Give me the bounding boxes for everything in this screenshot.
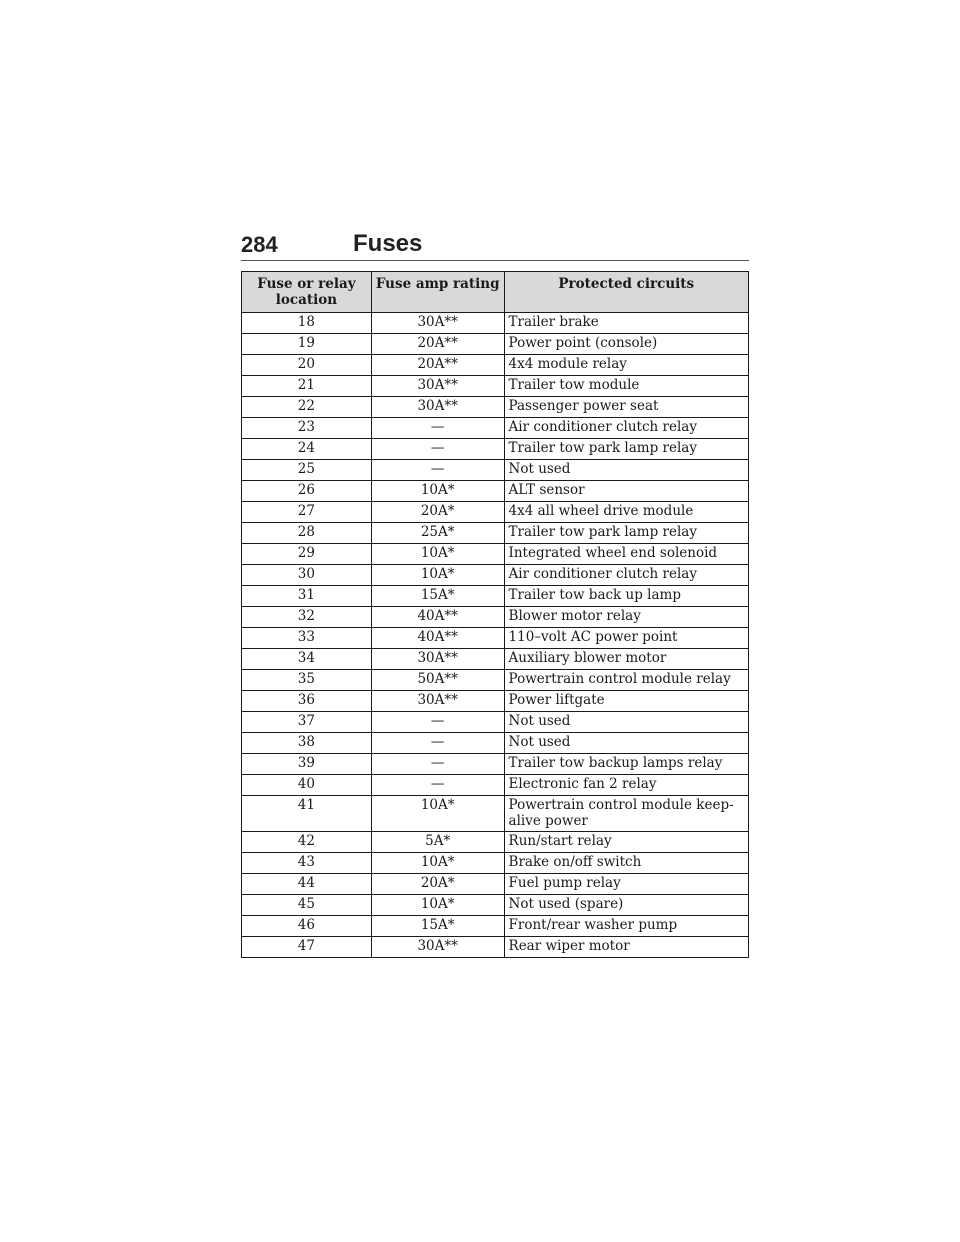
column-header-rating: Fuse amp rating	[371, 272, 504, 313]
table-row	[242, 796, 749, 832]
protected-circuit-cell: Not used	[504, 733, 748, 754]
fuse-location-cell: 21	[242, 376, 372, 397]
table-row	[242, 460, 749, 481]
fuse-rating-cell: 20A*	[371, 502, 504, 523]
table-row	[242, 733, 749, 754]
protected-circuit-cell: Powertrain control module keep-alive power	[504, 796, 748, 832]
fuse-location-cell: 37	[242, 712, 372, 733]
fuse-location-cell: 34	[242, 649, 372, 670]
fuse-location-cell: 47	[242, 937, 372, 958]
fuse-location-cell: 46	[242, 916, 372, 937]
fuse-table	[241, 271, 749, 958]
fuse-rating-cell: 30A**	[371, 937, 504, 958]
table-row	[242, 523, 749, 544]
fuse-rating-cell: —	[371, 439, 504, 460]
protected-circuit-cell: Powertrain control module relay	[504, 670, 748, 691]
table-row	[242, 832, 749, 853]
protected-circuit-cell: Integrated wheel end solenoid	[504, 544, 748, 565]
fuse-rating-cell: 10A*	[371, 796, 504, 832]
protected-circuit-cell: Electronic fan 2 relay	[504, 775, 748, 796]
protected-circuit-cell: ALT sensor	[504, 481, 748, 502]
fuse-location-cell: 42	[242, 832, 372, 853]
table-row	[242, 775, 749, 796]
fuse-location-cell: 32	[242, 607, 372, 628]
fuse-rating-cell: 15A*	[371, 586, 504, 607]
protected-circuit-cell: Trailer tow module	[504, 376, 748, 397]
protected-circuit-cell: Trailer tow backup lamps relay	[504, 754, 748, 775]
table-row	[242, 628, 749, 649]
fuse-rating-cell: 10A*	[371, 853, 504, 874]
protected-circuit-cell: Not used	[504, 712, 748, 733]
fuse-location-cell: 35	[242, 670, 372, 691]
protected-circuit-cell: Trailer tow back up lamp	[504, 586, 748, 607]
fuse-rating-cell: —	[371, 418, 504, 439]
table-row	[242, 502, 749, 523]
fuse-rating-cell: 30A**	[371, 397, 504, 418]
fuse-location-cell: 44	[242, 874, 372, 895]
table-row	[242, 397, 749, 418]
page-number: 284	[241, 232, 278, 257]
fuse-rating-cell: —	[371, 712, 504, 733]
fuse-rating-cell: —	[371, 754, 504, 775]
fuse-location-cell: 28	[242, 523, 372, 544]
protected-circuit-cell: Auxiliary blower motor	[504, 649, 748, 670]
fuse-rating-cell: 30A**	[371, 691, 504, 712]
fuse-rating-cell: —	[371, 460, 504, 481]
table-header	[242, 272, 749, 313]
protected-circuit-cell: Trailer tow park lamp relay	[504, 523, 748, 544]
fuse-rating-cell: 10A*	[371, 481, 504, 502]
fuse-rating-cell: 50A**	[371, 670, 504, 691]
table-row	[242, 712, 749, 733]
table-row	[242, 439, 749, 460]
fuse-rating-cell: 25A*	[371, 523, 504, 544]
fuse-rating-cell: —	[371, 733, 504, 754]
table-row	[242, 565, 749, 586]
column-header-circuits: Protected circuits	[504, 272, 748, 313]
table-row	[242, 691, 749, 712]
fuse-rating-cell: 40A**	[371, 607, 504, 628]
fuse-location-cell: 24	[242, 439, 372, 460]
header-row	[242, 272, 749, 313]
fuse-rating-cell: 40A**	[371, 628, 504, 649]
fuse-location-cell: 20	[242, 355, 372, 376]
table-row	[242, 754, 749, 775]
fuse-rating-cell: 20A**	[371, 334, 504, 355]
table-row	[242, 334, 749, 355]
protected-circuit-cell: Rear wiper motor	[504, 937, 748, 958]
fuse-rating-cell: 5A*	[371, 832, 504, 853]
protected-circuit-cell: Fuel pump relay	[504, 874, 748, 895]
fuse-location-cell: 33	[242, 628, 372, 649]
section-title: Fuses	[353, 230, 423, 257]
fuse-rating-cell: 15A*	[371, 916, 504, 937]
protected-circuit-cell: Front/rear washer pump	[504, 916, 748, 937]
protected-circuit-cell: Trailer brake	[504, 313, 748, 334]
table-row	[242, 895, 749, 916]
protected-circuit-cell: Not used (spare)	[504, 895, 748, 916]
table-row	[242, 607, 749, 628]
table-row	[242, 649, 749, 670]
page-header	[241, 228, 749, 261]
fuse-rating-cell: 30A**	[371, 649, 504, 670]
protected-circuit-cell: Brake on/off switch	[504, 853, 748, 874]
fuse-rating-cell: 10A*	[371, 544, 504, 565]
table-row	[242, 376, 749, 397]
column-header-location: Fuse or relay location	[242, 272, 372, 313]
fuse-location-cell: 26	[242, 481, 372, 502]
protected-circuit-cell: 110–volt AC power point	[504, 628, 748, 649]
fuse-location-cell: 22	[242, 397, 372, 418]
fuse-location-cell: 30	[242, 565, 372, 586]
protected-circuit-cell: Not used	[504, 460, 748, 481]
table-row	[242, 916, 749, 937]
table-body	[242, 313, 749, 958]
fuse-location-cell: 41	[242, 796, 372, 832]
fuse-rating-cell: 20A**	[371, 355, 504, 376]
fuse-location-cell: 27	[242, 502, 372, 523]
table-row	[242, 355, 749, 376]
fuse-location-cell: 29	[242, 544, 372, 565]
fuse-location-cell: 19	[242, 334, 372, 355]
table-row	[242, 544, 749, 565]
protected-circuit-cell: Run/start relay	[504, 832, 748, 853]
protected-circuit-cell: Air conditioner clutch relay	[504, 565, 748, 586]
fuse-rating-cell: 20A*	[371, 874, 504, 895]
fuse-location-cell: 36	[242, 691, 372, 712]
fuse-location-cell: 43	[242, 853, 372, 874]
table-row	[242, 670, 749, 691]
protected-circuit-cell: Blower motor relay	[504, 607, 748, 628]
fuse-rating-cell: 10A*	[371, 565, 504, 586]
table-row	[242, 874, 749, 895]
protected-circuit-cell: Air conditioner clutch relay	[504, 418, 748, 439]
protected-circuit-cell: Power liftgate	[504, 691, 748, 712]
protected-circuit-cell: Passenger power seat	[504, 397, 748, 418]
fuse-rating-cell: 30A**	[371, 376, 504, 397]
table-row	[242, 853, 749, 874]
fuse-location-cell: 31	[242, 586, 372, 607]
fuse-rating-cell: 10A*	[371, 895, 504, 916]
protected-circuit-cell: Trailer tow park lamp relay	[504, 439, 748, 460]
table-row	[242, 418, 749, 439]
protected-circuit-cell: 4x4 module relay	[504, 355, 748, 376]
fuse-location-cell: 39	[242, 754, 372, 775]
fuse-location-cell: 25	[242, 460, 372, 481]
fuse-location-cell: 45	[242, 895, 372, 916]
fuse-location-cell: 38	[242, 733, 372, 754]
table-row	[242, 313, 749, 334]
table-row	[242, 481, 749, 502]
fuse-rating-cell: 30A**	[371, 313, 504, 334]
protected-circuit-cell: 4x4 all wheel drive module	[504, 502, 748, 523]
table-row	[242, 586, 749, 607]
fuse-location-cell: 18	[242, 313, 372, 334]
fuse-location-cell: 23	[242, 418, 372, 439]
table-row	[242, 937, 749, 958]
protected-circuit-cell: Power point (console)	[504, 334, 748, 355]
fuse-rating-cell: —	[371, 775, 504, 796]
fuse-location-cell: 40	[242, 775, 372, 796]
